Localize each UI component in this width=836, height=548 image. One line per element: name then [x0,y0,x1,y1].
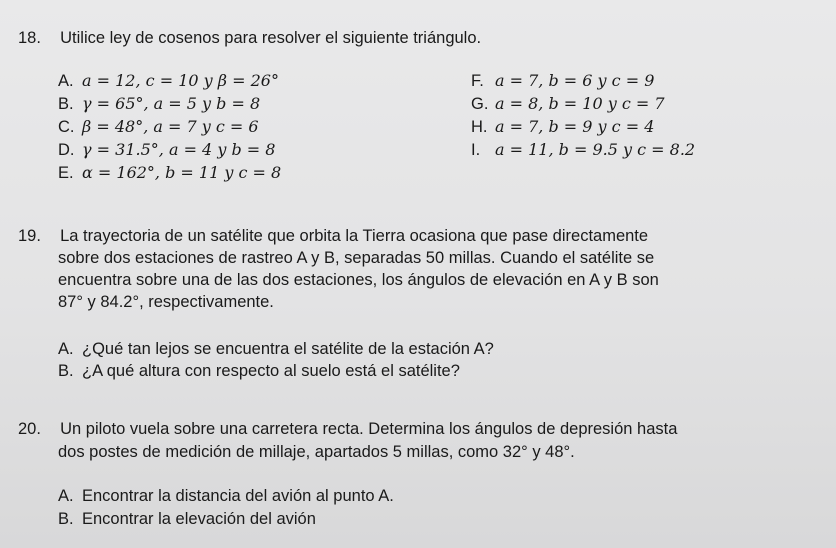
question-number: 18. [18,29,41,47]
option-b [58,93,260,115]
option-e [58,162,281,184]
option-letter: I. [471,141,481,159]
question-19-line-4: 87° y 84.2°, respectivamente. [58,293,274,311]
option-d [58,139,275,161]
option-g [471,93,665,115]
option-text: γ = 31.5°, a = 4 y b = 8 [82,140,276,159]
part-letter: A. [58,487,74,505]
part-b [58,361,460,382]
question-20-line-1 [18,419,677,440]
option-letter: H. [471,118,488,136]
question-20-line-2: dos postes de medición de millaje, apartados 5 millas, como 32° y 48°. [58,443,575,461]
option-letter: A. [58,72,74,90]
question-19-line-3: encuentra sobre una de las dos estaciones, los ángulos de elevación en A y B son [58,271,659,289]
option-letter: C. [58,118,75,136]
option-letter: G. [471,95,489,113]
option-text: β = 48°, a = 7 y c = 6 [82,117,259,136]
question-19 [18,226,818,386]
question-20 [18,419,818,539]
option-a [58,70,279,92]
option-letter: F. [471,72,484,90]
option-text: a = 12, c = 10 y β = 26° [82,71,279,90]
part-text: ¿A qué altura con respecto al suelo está el satélite? [82,362,460,380]
option-letter: D. [58,141,75,159]
question-text: La trayectoria de un satélite que orbita la Tierra ocasiona que pase directamente [60,227,649,245]
question-19-line-2: sobre dos estaciones de rastreo A y B, separadas 50 millas. Cuando el satélite se [58,249,655,267]
question-number: 20. [18,420,41,438]
option-text: a = 7, b = 6 y c = 9 [495,71,655,90]
part-text: ¿Qué tan lejos se encuentra el satélite de la estación A? [82,340,494,358]
option-letter: E. [58,164,74,182]
part-letter: B. [58,510,74,528]
option-text: γ = 65°, a = 5 y b = 8 [82,94,261,113]
question-prompt: Utilice ley de cosenos para resolver el siguiente triángulo. [60,29,482,47]
part-a [58,486,394,507]
part-a [58,339,494,360]
option-f [471,70,654,92]
question-18 [18,28,818,188]
part-letter: A. [58,340,74,358]
option-text: a = 7, b = 9 y c = 4 [495,117,655,136]
part-b [58,509,316,530]
option-text: a = 11, b = 9.5 y c = 8.2 [495,140,696,159]
question-number: 19. [18,227,41,245]
option-i [471,139,695,161]
option-text: α = 162°, b = 11 y c = 8 [82,163,282,182]
part-letter: B. [58,362,74,380]
question-19-line-1 [18,226,648,247]
question-18-header [18,28,481,49]
question-text: Un piloto vuela sobre una carretera recta. Determina los ángulos de depresión hasta [60,420,678,438]
option-letter: B. [58,95,74,113]
part-text: Encontrar la distancia del avión al punto A. [82,487,394,505]
part-text: Encontrar la elevación del avión [82,510,316,528]
option-text: a = 8, b = 10 y c = 7 [495,94,665,113]
option-h [471,116,654,138]
option-c [58,116,259,138]
